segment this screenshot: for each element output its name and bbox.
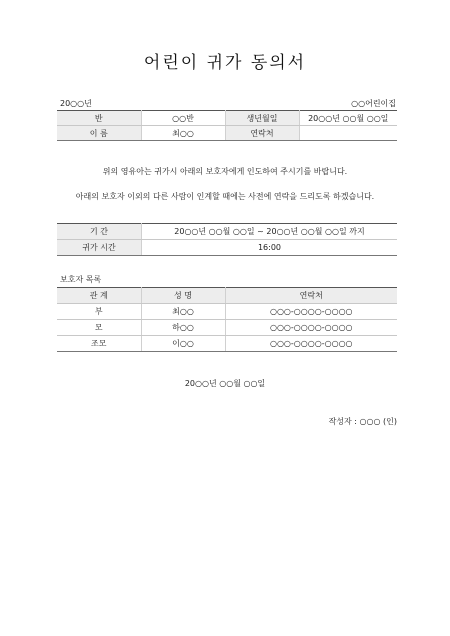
guardian-list-label: 보호자 목록 bbox=[60, 275, 102, 284]
guardian-table bbox=[57, 287, 397, 352]
class-label: 반 bbox=[57, 111, 141, 126]
center-name: ○○어린이집 bbox=[351, 99, 396, 108]
relation-header: 관 계 bbox=[57, 288, 141, 304]
table-row bbox=[57, 111, 397, 126]
author-signature: 작성자 : ○○○ (인) bbox=[328, 417, 397, 426]
name-value: 최○○ bbox=[141, 126, 225, 141]
guardian-name-cell: 하○○ bbox=[141, 320, 225, 336]
table-header-row bbox=[57, 288, 397, 304]
birth-label: 생년월일 bbox=[225, 111, 299, 126]
table-row bbox=[57, 304, 397, 320]
relation-cell: 모 bbox=[57, 320, 141, 336]
guardian-name-cell: 이○○ bbox=[141, 336, 225, 352]
relation-cell: 부 bbox=[57, 304, 141, 320]
guardian-name-cell: 최○○ bbox=[141, 304, 225, 320]
period-label: 기 간 bbox=[57, 224, 142, 240]
contact-header: 연락처 bbox=[225, 288, 397, 304]
name-header: 성 명 bbox=[141, 288, 225, 304]
guardian-contact-cell: ○○○-○○○○-○○○○ bbox=[225, 320, 397, 336]
document-title: 어린이 귀가 동의서 bbox=[143, 53, 307, 73]
period-table bbox=[57, 223, 397, 256]
table-row bbox=[57, 240, 397, 256]
return-time-value: 16:00 bbox=[142, 240, 398, 256]
period-value: 20○○년 ○○월 ○○일 ~ 20○○년 ○○월 ○○일 까지 bbox=[142, 224, 398, 240]
birth-value: 20○○년 ○○월 ○○일 bbox=[299, 111, 397, 126]
table-row bbox=[57, 336, 397, 352]
contact-label: 연락처 bbox=[225, 126, 299, 141]
contact-value bbox=[299, 126, 397, 141]
relation-cell: 조모 bbox=[57, 336, 141, 352]
year-label: 20○○년 bbox=[60, 99, 92, 108]
body-line-2: 아래의 보호자 이외의 다른 사람이 인계할 때에는 사전에 연락을 드리도록 하겠습니다. bbox=[75, 192, 375, 201]
body-line-1: 위의 영유아는 귀가시 아래의 보호자에게 인도하여 주시기를 바랍니다. bbox=[102, 167, 348, 176]
guardian-contact-cell: ○○○-○○○○-○○○○ bbox=[225, 336, 397, 352]
table-row bbox=[57, 320, 397, 336]
class-value: ○○반 bbox=[141, 111, 225, 126]
child-info-table bbox=[57, 110, 397, 141]
return-time-label: 귀가 시간 bbox=[57, 240, 142, 256]
table-row bbox=[57, 126, 397, 141]
name-label: 이 름 bbox=[57, 126, 141, 141]
table-row bbox=[57, 224, 397, 240]
document-date: 20○○년 ○○월 ○○일 bbox=[184, 379, 266, 388]
guardian-contact-cell: ○○○-○○○○-○○○○ bbox=[225, 304, 397, 320]
